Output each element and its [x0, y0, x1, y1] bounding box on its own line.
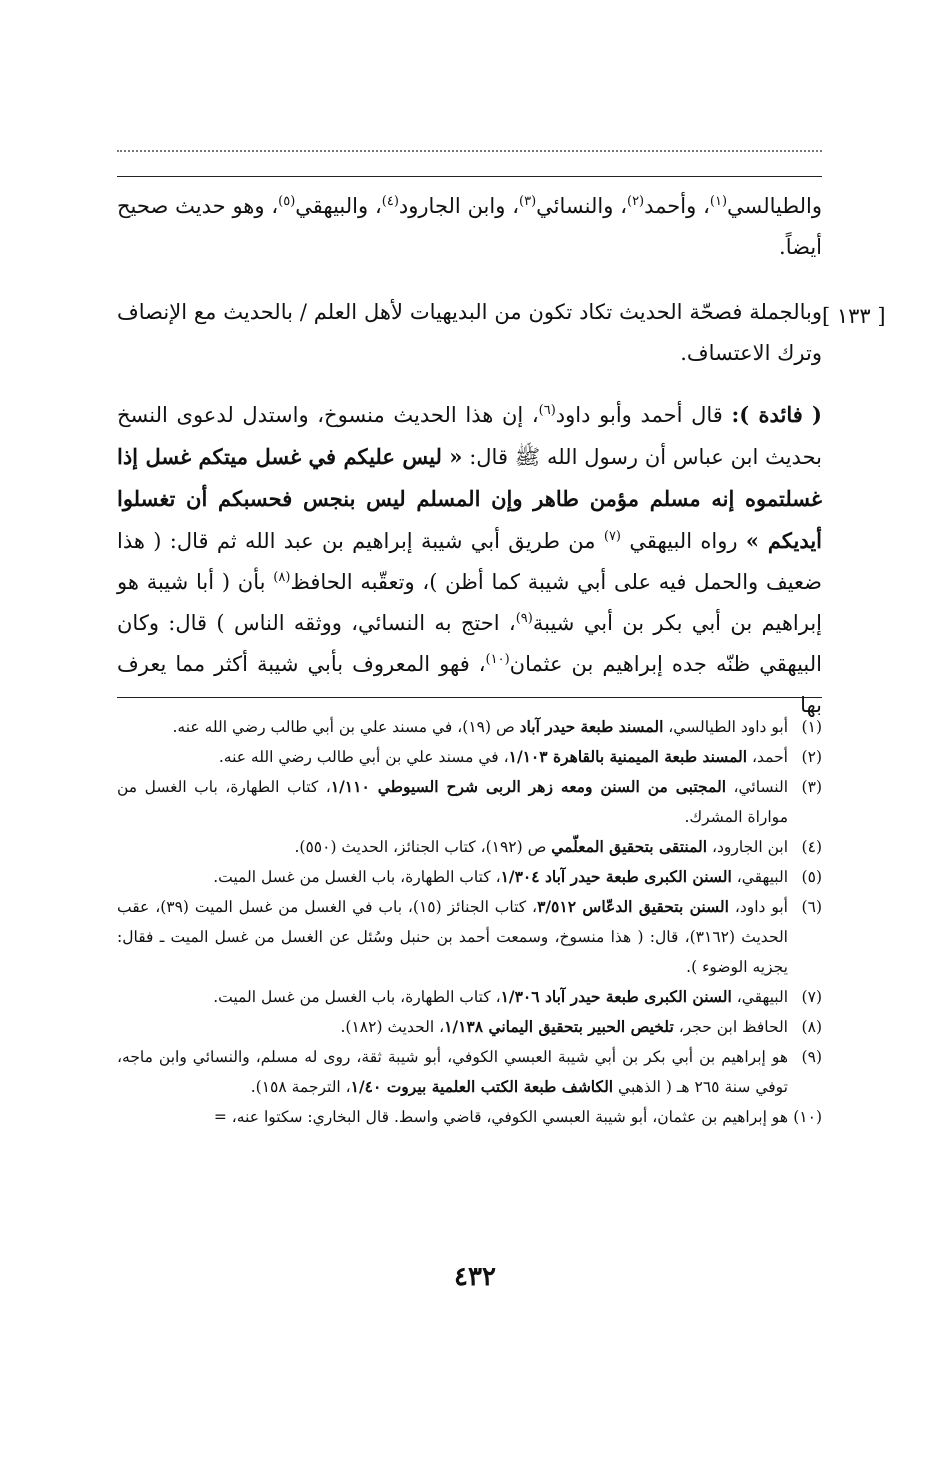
footnote-text: ، كتاب الجنائز (١٥)، باب في الغسل من غسل الميت (٣٩)، عقب الحديث (٣١٦٢)، قال: ( هذا منسوخ، وسمعت أحمد بن حنبل وسُئل عن الغسل من غسل الميت ـ فقال: يجزيه الوضوء ).: [117, 898, 788, 976]
footnote-item: [117, 982, 822, 1012]
footnote-number: (٣): [801, 778, 822, 796]
footnote-ref: (٨): [273, 570, 291, 585]
footnote-item: [117, 1102, 822, 1132]
original-page-marker: [ ١٣٣ ]: [822, 304, 886, 328]
footnote-text: هو إبراهيم بن أبي بكر بن أبي شيبة العبسي الكوفي، أبو شيبة ثقة، روى له مسلم، والنسائي وابن ماجه، توفي سنة ٢٦٥ هـ ( الذهبي: [117, 1048, 788, 1096]
footnote-text: ابن الجارود،: [707, 838, 788, 856]
text-segment: والطيالسي: [727, 194, 822, 218]
page-number: ٤٣٢: [454, 1262, 496, 1292]
footnote-item: [117, 892, 822, 982]
footnote-ref: (٩): [515, 611, 533, 626]
footnote-number: (٦): [801, 898, 822, 916]
footnote-number: (١): [801, 718, 822, 736]
text-segment: بأن ( أبا شيبة هو إبراهيم بن أبي بكر بن أبي شيبة: [117, 570, 823, 635]
paragraph-faida: [117, 394, 822, 726]
footnote-source-title: السنن الكبرى طبعة حيدر آباد ١/٣٠٦: [500, 987, 732, 1006]
footnote-item: [117, 862, 822, 892]
footnote-number: (٨): [801, 1018, 822, 1036]
footnote-number: (١٠): [793, 1108, 822, 1126]
text-segment: ، والنسائي: [536, 194, 627, 218]
text-segment: ، والبيهقي: [295, 194, 382, 218]
footnote-source-title: السنن بتحقيق الدعّاس ٣/٥١٢: [537, 897, 729, 916]
footnote-text: ، في مسند علي بن أبي طالب رضي الله عنه.: [218, 748, 509, 766]
paragraph-continuation: [117, 186, 822, 268]
footnote-text: أحمد،: [747, 748, 788, 766]
footnote-text: البيهقي،: [731, 868, 788, 886]
footnote-ref: (١): [709, 194, 728, 209]
footnote-number: (٤): [801, 838, 822, 856]
top-rule: [117, 176, 822, 177]
footnote-text: ، كتاب الطهارة، باب الغسل من غسل الميت.: [213, 868, 501, 886]
text-segment: من طريق أبي شيبة إبراهيم بن عبد الله ثم قال: ( هذا ضعيف والحمل فيه على أبي شيبة كما أظن )، وتعقّبه الحافظ: [117, 529, 822, 594]
footnote-ref: (٢): [626, 194, 645, 209]
footnote-separator: [117, 697, 822, 698]
footnote-item: [117, 712, 822, 742]
footnote-ref: (٦): [538, 403, 556, 418]
footnote-source-title: المسند طبعة حيدر آباد: [519, 717, 664, 736]
footnote-number: (٥): [801, 868, 822, 886]
text-segment: رواه البيهقي: [621, 529, 746, 553]
footnote-source-title: الكاشف طبعة الكتب العلمية بيروت ١/٤٠: [350, 1077, 614, 1096]
footnote-item: [117, 772, 822, 832]
footnote-ref: (٤): [381, 194, 399, 209]
footnote-ref: (٧): [603, 529, 621, 544]
footnote-text: ، كتاب الطهارة، باب الغسل من مواراة المشرك.: [117, 778, 788, 826]
footnote-number: (٧): [801, 988, 822, 1006]
footnote-number: (٩): [801, 1048, 822, 1066]
text-segment: ، احتج به النسائي، ووثقه الناس ) قال: وكان البيهقي ظنّه جده إبراهيم بن عثمان: [117, 611, 822, 676]
footnote-text: الحافظ ابن حجر،: [673, 1018, 788, 1036]
footnote-text: هو إبراهيم بن عثمان، أبو شيبة العبسي الكوفي، قاضي واسط. قال البخاري: سكتوا عنه، =: [213, 1108, 788, 1126]
footnote-source-title: المجتبى من السنن ومعه زهر الربى شرح السيوطي ١/١١٠: [330, 777, 727, 796]
footnote-text: ، كتاب الطهارة، باب الغسل من غسل الميت.: [213, 988, 501, 1006]
text-segment: ، وابن الجارود: [398, 194, 520, 218]
text-segment: ، إن هذا الحديث منسوخ، واستدل لدعوى النسخ بحديث ابن عباس أن رسول الله ﷺ قال:: [117, 403, 822, 469]
footnote-item: [117, 742, 822, 772]
footnotes-list: [117, 712, 822, 1132]
footnote-item: [117, 1042, 822, 1102]
footnote-text: ص (١٩٢)، كتاب الجنائز، الحديث (٥٥٠).: [294, 838, 552, 856]
footnote-text: البيهقي،: [731, 988, 788, 1006]
footnote-source-title: المنتقى بتحقيق المعلّمي: [551, 837, 708, 856]
faida-label: ( فائدة ):: [731, 402, 822, 427]
footnote-ref: (٥): [278, 194, 296, 209]
footnote-text: ، الترجمة ١٥٨).: [250, 1078, 351, 1096]
hadith-quote: « ليس عليكم في غسل ميتكم غسل إذا غسلتموه إنه مسلم مؤمن طاهر وإن المسلم ليس بنجس فحسبكم أن تغسلوا أيديكم »: [117, 444, 823, 553]
footnote-item: [117, 1012, 822, 1042]
footnote-text: أبو داود الطيالسي،: [663, 718, 788, 736]
text-segment: ، وأحمد: [644, 194, 710, 218]
paragraph-main: وبالجملة فصحّة الحديث تكاد تكون من البديهيات لأهل العلم / بالحديث مع الإنصاف وترك الاعتساف.: [117, 300, 822, 365]
footnote-ref: (١٠): [485, 652, 510, 667]
footnote-text: ، الحديث (١٨٢).: [340, 1018, 445, 1036]
footnote-source-title: تلخيص الحبير بتحقيق اليماني ١/١٣٨: [444, 1017, 674, 1036]
top-dotted-rule: [117, 150, 822, 152]
text-segment: ، فهو المعروف بأبي شيبة أكثر مما يعرف بها: [117, 652, 822, 717]
footnote-text: أبو داود،: [728, 898, 788, 916]
text-segment: ، وهو حديث صحيح أيضاً.: [117, 194, 822, 259]
footnote-source-title: المسند طبعة الميمنية بالقاهرة ١/١٠٣: [508, 747, 748, 766]
footnote-ref: (٣): [519, 194, 537, 209]
footnote-text: ص (١٩)، في مسند علي بن أبي طالب رضي الله عنه.: [172, 718, 520, 736]
footnote-item: [117, 832, 822, 862]
text-segment: قال أحمد وأبو داود: [555, 403, 732, 427]
footnote-number: (٢): [801, 748, 822, 766]
footnote-source-title: السنن الكبرى طبعة حيدر آباد ١/٣٠٤: [500, 867, 732, 886]
footnote-text: النسائي،: [726, 778, 789, 796]
